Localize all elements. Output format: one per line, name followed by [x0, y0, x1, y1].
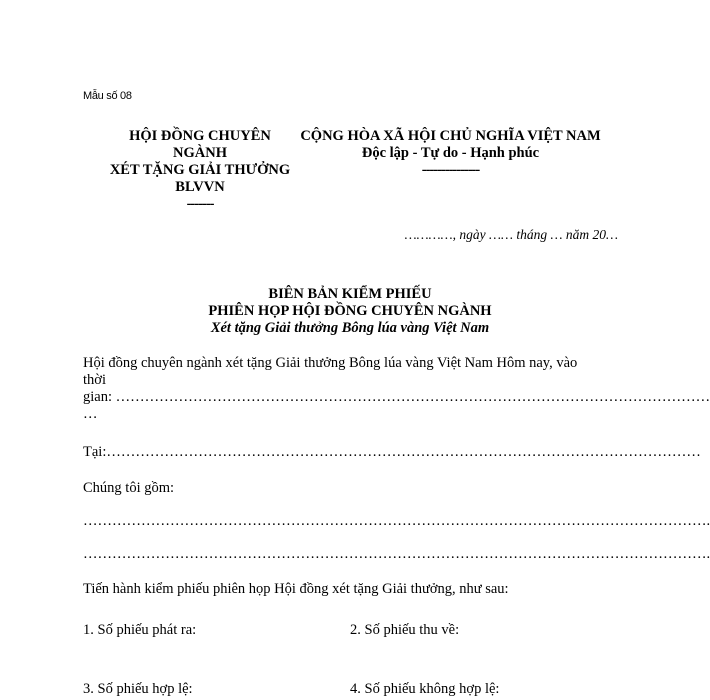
- intro-line-a: Hội đồng chuyên ngành xét tặng Giải thưởng Bông lúa vàng Việt Nam Hôm nay, vào: [83, 355, 578, 371]
- attendees-dots-1: ………………………………………………………………………………………………………………….: [83, 513, 710, 529]
- intro-paragraph: [83, 355, 710, 423]
- form-number: Mẫu số 08: [83, 90, 132, 102]
- council-line-2: NGÀNH: [173, 145, 227, 161]
- document-title: [0, 286, 700, 337]
- location-line: Tại:……………………………………………………………………………………………………………: [83, 444, 701, 460]
- national-motto: Độc lập - Tự do - Hạnh phúc: [361, 145, 540, 161]
- attendees-label: Chúng tôi gồm:: [83, 480, 175, 496]
- intro-line-d: …: [83, 406, 98, 422]
- valid-ballots-label: 3. Số phiếu hợp lệ:: [83, 681, 193, 697]
- title-line-1: BIÊN BẢN KIỂM PHIẾU: [268, 286, 432, 302]
- title-line-3: Xét tặng Giải thưởng Bông lúa vàng Việt Nam: [210, 320, 490, 336]
- procedure-paragraph: Tiến hành kiểm phiếu phiên họp Hội đồng xét tặng Giải thưởng, như sau:: [83, 581, 509, 597]
- ballots-issued-label: 1. Số phiếu phát ra:: [83, 622, 197, 638]
- attendees-dots-2: ………………………………………………………………………………………………………………….: [83, 546, 710, 562]
- council-line-4: BLVVN: [175, 179, 225, 195]
- ballots-collected-label: 2. Số phiếu thu về:: [350, 622, 460, 638]
- intro-line-b: thời: [83, 372, 106, 388]
- issuing-council-header: [95, 128, 305, 213]
- country-name: CỘNG HÒA XÃ HỘI CHỦ NGHĨA VIỆT NAM: [300, 128, 601, 144]
- invalid-ballots-label: 4. Số phiếu không hợp lệ:: [350, 681, 500, 697]
- council-line-3: XÉT TẶNG GIẢI THƯỞNG: [109, 162, 291, 178]
- title-line-2: PHIÊN HỌP HỘI ĐỒNG CHUYÊN NGÀNH: [208, 303, 492, 319]
- national-header: [288, 128, 613, 179]
- left-divider: -------: [186, 196, 214, 212]
- council-line-1: HỘI ĐỒNG CHUYÊN: [129, 128, 271, 144]
- intro-line-c: gian: ……………………………………………………………………………………………………………: [83, 389, 710, 405]
- right-divider: ---------------: [421, 162, 480, 178]
- date-line: …………, ngày …… tháng … năm 20…: [404, 227, 618, 242]
